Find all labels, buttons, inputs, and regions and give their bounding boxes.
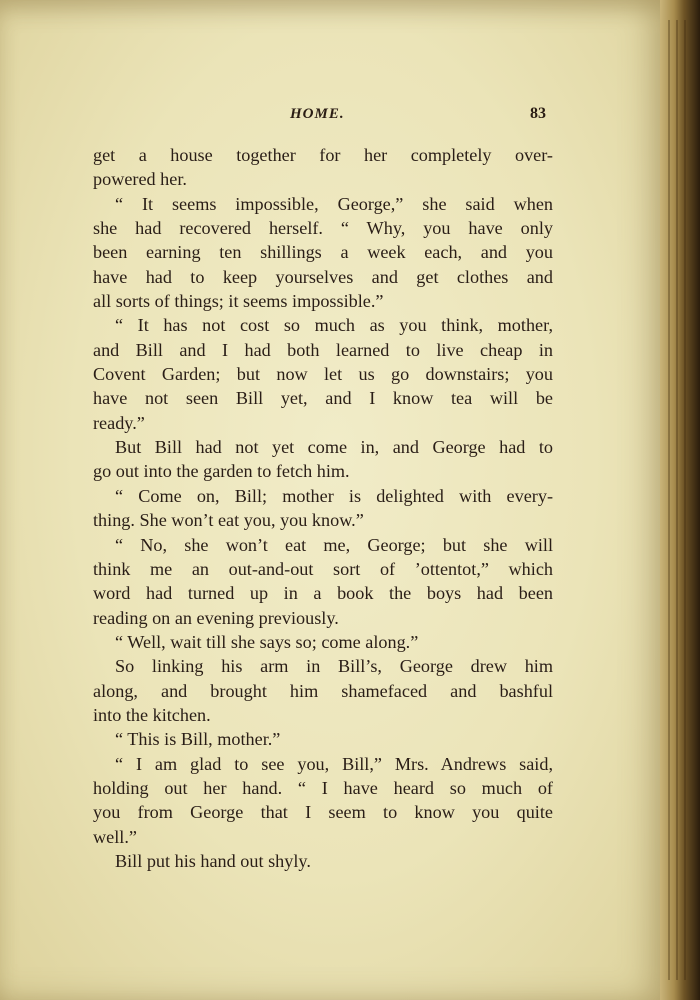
page-edge-line — [676, 20, 678, 980]
text-line: go out into the garden to fetch him. — [93, 461, 350, 482]
running-head-title: HOME. — [290, 106, 345, 122]
text-line: along, and brought him shamefaced and bashful — [93, 680, 553, 701]
text-line: “ It has not cost so much as you think, mother, — [115, 315, 553, 336]
text-line: powered her. — [93, 169, 187, 190]
text-line: think me an out-and-out sort of ’ottentot,” which — [93, 558, 553, 579]
page-edge — [660, 0, 700, 1000]
text-line: “ Come on, Bill; mother is delighted with every- — [115, 485, 553, 506]
text-line: been earning ten shillings a week each, and you — [93, 242, 553, 263]
text-line: “ It seems impossible, George,” she said when — [115, 193, 553, 214]
text-line: into the kitchen. — [93, 704, 211, 725]
text-line: “ This is Bill, mother.” — [115, 729, 281, 750]
body-text — [93, 143, 553, 873]
text-line: reading on an evening previously. — [93, 607, 339, 628]
text-line: ready.” — [93, 412, 145, 433]
text-line: have not seen Bill yet, and I know tea will be — [93, 388, 553, 409]
text-line: all sorts of things; it seems impossible.” — [93, 291, 384, 312]
text-line: “ I am glad to see you, Bill,” Mrs. Andrews said, — [115, 753, 553, 774]
text-line: have had to keep yourselves and get clothes and — [93, 266, 553, 287]
text-line: you from George that I seem to know you quite — [93, 802, 553, 823]
text-line: she had recovered herself. “ Why, you have only — [93, 218, 553, 239]
text-line: and Bill and I had both learned to live cheap in — [93, 339, 553, 360]
text-line: holding out her hand. “ I have heard so much of — [93, 777, 553, 798]
text-line: “ Well, wait till she says so; come along.” — [115, 631, 419, 652]
text-line: “ No, she won’t eat me, George; but she will — [115, 534, 553, 555]
text-line: well.” — [93, 826, 137, 847]
text-line: Bill put his hand out shyly. — [115, 850, 311, 871]
page-edge-line — [684, 20, 686, 980]
text-line: word had turned up in a book the boys had been — [93, 583, 553, 604]
page-edge-line — [668, 20, 670, 980]
text-line: Covent Garden; but now let us go downstairs; you — [93, 364, 553, 385]
text-line: get a house together for her completely over- — [93, 145, 553, 165]
page-number: 83 — [530, 105, 546, 122]
text-line: thing. She won’t eat you, you know.” — [93, 510, 364, 531]
running-head — [0, 106, 648, 130]
text-line: So linking his arm in Bill’s, George drew him — [115, 656, 553, 677]
text-line: But Bill had not yet come in, and George had to — [115, 437, 553, 458]
